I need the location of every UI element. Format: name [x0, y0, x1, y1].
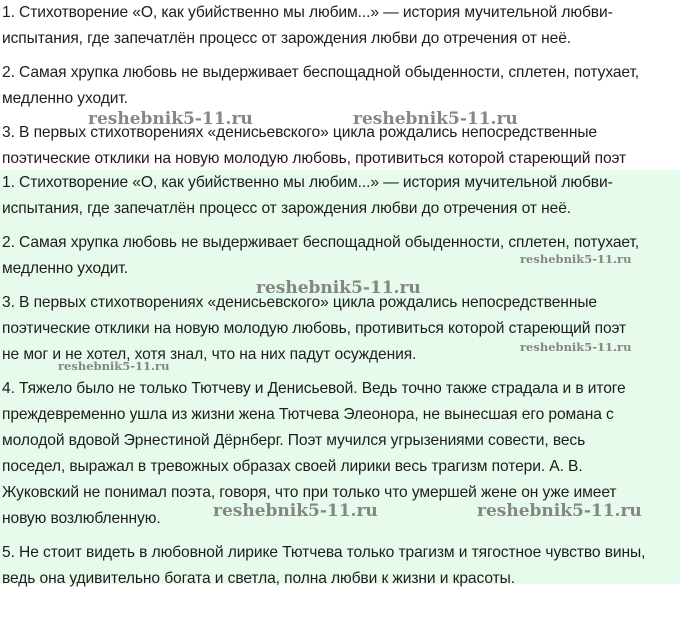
paragraph-line: 1. Стихотворение «О, как убийственно мы любим...» — история мучительной любви-: [2, 174, 613, 191]
top-line: медленно уходит.: [2, 90, 128, 107]
paragraph-line: поэтические отклики на новую молодую любовь, противиться которой стареющий поэт: [2, 320, 627, 337]
paragraph-3: [0, 290, 680, 368]
watermark-text: reshebnik5-11.ru: [256, 278, 421, 298]
paragraph-line: испытания, где запечатлён процесс от зарождения любви до отречения от неё.: [2, 200, 571, 217]
paragraph-line: новую возлюбленную.: [2, 510, 161, 527]
top-line: 1. Стихотворение «О, как убийственно мы любим...» — история мучительной любви-: [2, 4, 613, 21]
top-paragraph-2: [0, 60, 680, 112]
paragraph-1: [0, 170, 680, 222]
watermark-text: reshebnik5-11.ru: [58, 359, 170, 373]
watermark-text: reshebnik5-11.ru: [477, 501, 642, 521]
paragraph-line: 4. Тяжело было не только Тютчеву и Денисьевой. Ведь точно также страдала и в итоге: [2, 380, 626, 397]
top-line: 3. В первых стихотворениях «денисьевского» цикла рождались непосредственные: [2, 124, 598, 141]
watermark-text: reshebnik5-11.ru: [520, 340, 632, 354]
top-line: поэтические отклики на новую молодую любовь, противиться которой стареющий поэт: [2, 150, 627, 167]
watermark-text: reshebnik5-11.ru: [213, 501, 378, 521]
paragraph-5: [0, 540, 680, 592]
paragraph-line: Жуковский не понимал поэта, говоря, что при только что умершей жене он уже имеет: [2, 484, 617, 501]
main-text-section: [0, 170, 680, 587]
watermark-text: reshebnik5-11.ru: [88, 109, 253, 129]
paragraph-line: 2. Самая хрупка любовь не выдерживает беспощадной обыденности, сплетен, потухает,: [2, 234, 640, 251]
top-line: испытания, где запечатлён процесс от зарождения любви до отречения от неё.: [2, 30, 571, 47]
paragraph-line: ведь она удивительно богата и светла, полна любви к жизни и красоты.: [2, 570, 515, 587]
paragraph-line: молодой вдовой Эрнестиной Дёрнберг. Поэт мучился угрызениями совести, весь: [2, 432, 586, 449]
paragraph-line: преждевременно ушла из жизни жена Тютчева Элеонора, не вынесшая его романа с: [2, 406, 614, 423]
paragraph-line: 3. В первых стихотворениях «денисьевского» цикла рождались непосредственные: [2, 294, 598, 311]
top-paragraph-1: [0, 0, 680, 52]
paragraph-line: поседел, выражал в тревожных образах своей лирики весь трагизм потери. А. В.: [2, 458, 583, 475]
paragraph-line: медленно уходит.: [2, 260, 128, 277]
top-text-section: [0, 0, 680, 170]
watermark-text: reshebnik5-11.ru: [520, 252, 632, 266]
paragraph-line: не мог и не хотел, хотя знал, что на них падут осуждения.: [2, 346, 417, 363]
paragraph-line: 5. Не стоит видеть в любовной лирике Тютчева только трагизм и тягостное чувство вины,: [2, 544, 646, 561]
top-line: 2. Самая хрупка любовь не выдерживает беспощадной обыденности, сплетен, потухает,: [2, 64, 640, 81]
watermark-text: reshebnik5-11.ru: [353, 109, 518, 129]
